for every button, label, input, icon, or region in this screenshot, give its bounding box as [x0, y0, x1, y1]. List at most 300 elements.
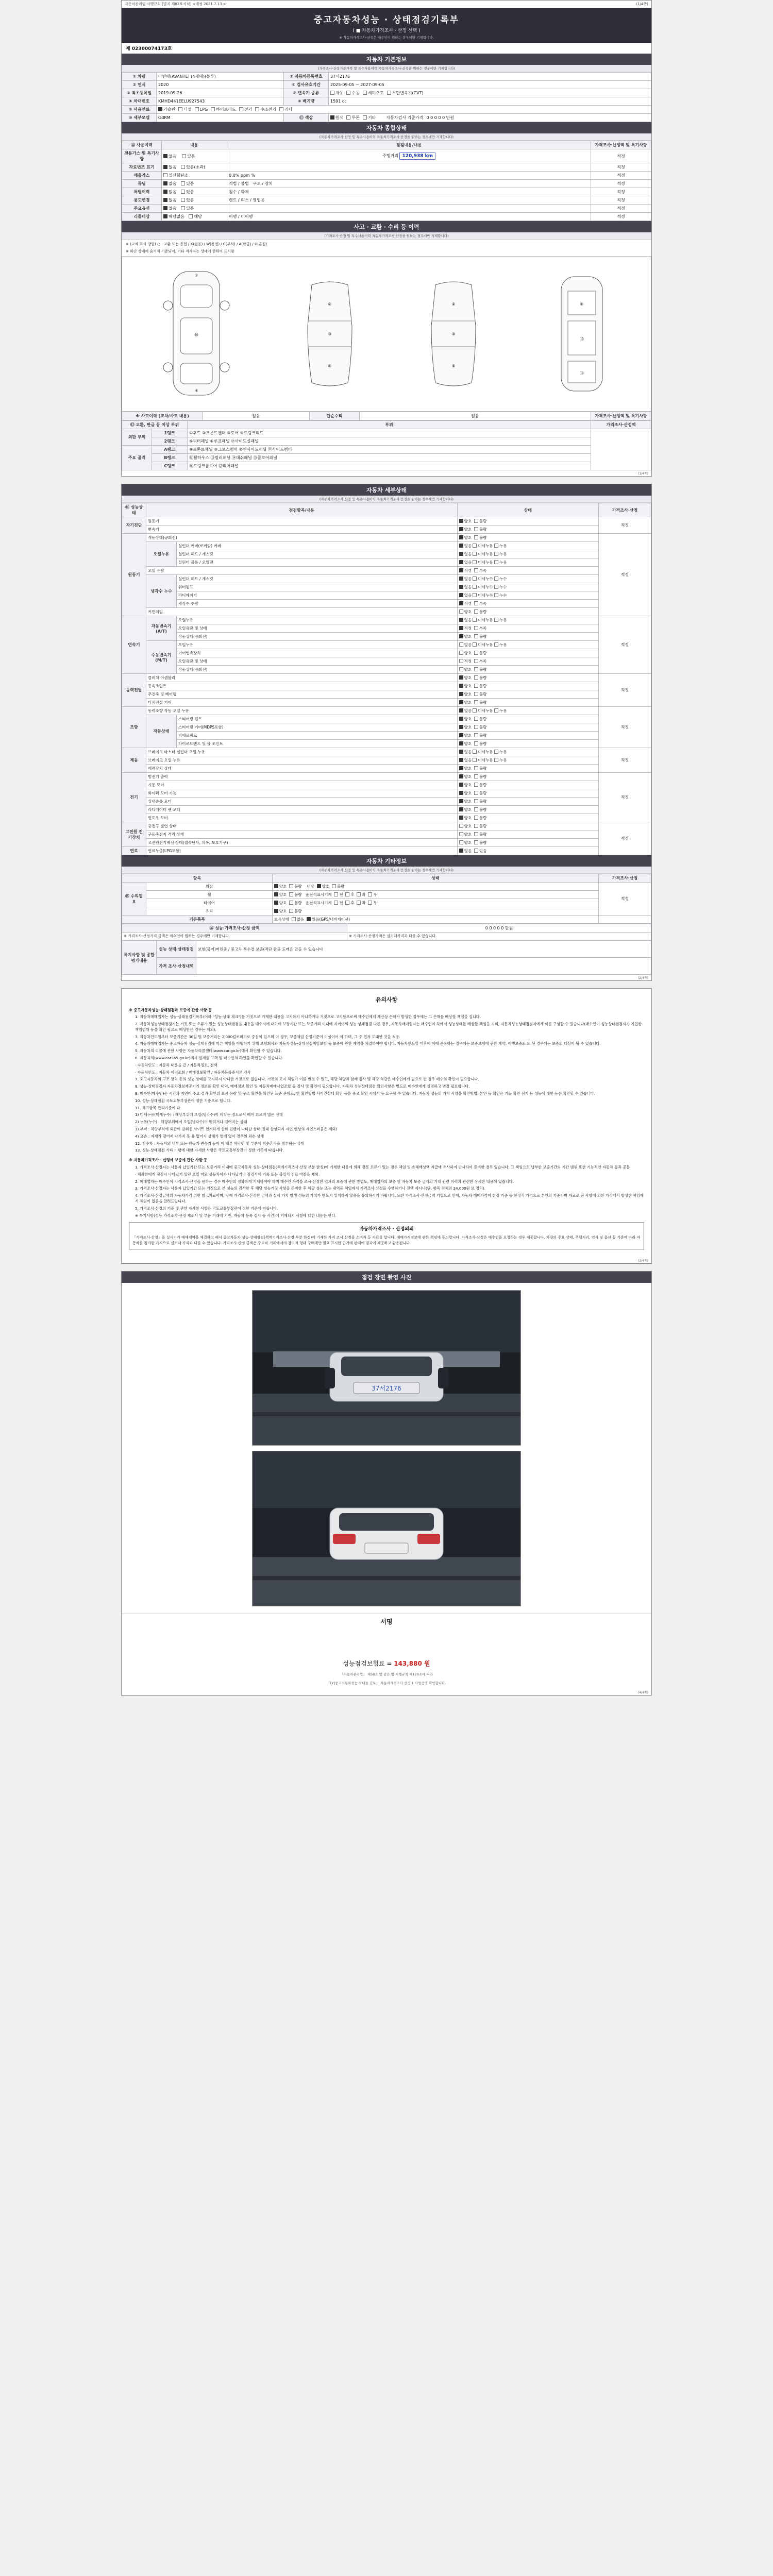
checkbox-bad[interactable]	[474, 799, 478, 803]
checkbox-leak[interactable]	[494, 758, 498, 762]
label-price-total: ⑯ 성능·가격조사·산정 금액	[122, 924, 347, 933]
checkbox-good[interactable]	[274, 884, 278, 888]
price-other: 적정	[599, 883, 651, 916]
header-price-note: 가격조사·산정액 및 특기사항	[591, 141, 651, 149]
checkbox-slight[interactable]	[473, 708, 477, 713]
checkbox-color-solid[interactable]	[330, 115, 334, 120]
checkbox-bad[interactable]	[474, 733, 478, 737]
item-transmission-diag: 변속기	[146, 526, 458, 534]
checkbox-leak[interactable]	[494, 618, 498, 622]
item-coolant-head: 실린더 헤드 / 개스킷	[177, 575, 458, 583]
form-code: 자동차관리법 시행규칙 [별지 제82호서식] <개정 2021.7.13.>	[125, 2, 226, 6]
item-alternator: 발전기 출력	[146, 773, 458, 781]
checkbox-auto[interactable]	[330, 91, 334, 95]
document-title: 중고자동차성능 · 상태점검기록부	[313, 15, 460, 25]
checkbox-good[interactable]	[459, 824, 463, 828]
checkbox-none[interactable]	[459, 708, 463, 713]
status-booster: 양호 불량	[457, 765, 598, 773]
checkbox-rear[interactable]	[345, 892, 349, 896]
checkbox-hybrid[interactable]	[211, 107, 215, 111]
checkbox-interior-good[interactable]	[317, 884, 321, 888]
checkbox-recall-none[interactable]	[163, 214, 167, 218]
checkbox-good[interactable]	[459, 791, 463, 795]
section-accident-note: (가격조사·산정 및 특수사용이력 자동차가격조사·산정을 원하는 경우에만 기재합니다)	[122, 232, 651, 240]
checkbox-none[interactable]	[459, 642, 463, 647]
section-accident-bar: 사고 · 교환 · 수리 등 이력	[122, 221, 651, 232]
checkbox-basic-none[interactable]	[292, 917, 296, 921]
checkbox-front[interactable]	[334, 892, 338, 896]
checkbox-slight[interactable]	[473, 552, 477, 556]
svg-text:37서2176: 37서2176	[372, 1384, 401, 1392]
item-water-pump: 워터펌프	[177, 583, 458, 591]
header-content: 내용	[162, 141, 227, 149]
checkbox-none-1[interactable]	[163, 165, 167, 169]
checkbox-co[interactable]	[163, 173, 167, 177]
item-engine-idle: 작동상태(공회전)	[146, 534, 458, 542]
checkbox-good[interactable]	[459, 535, 463, 539]
opt-auto: 자동	[335, 91, 344, 95]
checkbox-manual[interactable]	[346, 91, 350, 95]
svg-text:②: ②	[328, 302, 332, 307]
row-opts-0: 없음 있음	[162, 149, 227, 163]
checkbox-low[interactable]	[474, 659, 478, 663]
row-label-0: 전용가스 및 특기사항	[122, 149, 162, 163]
status-transmission-diag: 양호 불량	[457, 526, 598, 534]
checkbox-diesel[interactable]	[178, 107, 182, 111]
row-label-3: 튜닝	[122, 180, 162, 188]
group-self-diagnosis: 자기진단	[122, 517, 146, 534]
checkbox-slight[interactable]	[473, 618, 477, 622]
checkbox-good[interactable]	[459, 527, 463, 531]
photo-rear-image	[253, 1451, 520, 1606]
rank-c: C랭크	[152, 462, 188, 470]
checkbox-bad[interactable]	[474, 783, 478, 787]
checkbox-bad[interactable]	[474, 692, 478, 696]
checkbox-bad[interactable]	[474, 609, 478, 614]
opt-hybrid: 하이브리드	[216, 107, 236, 112]
checkbox-semiauto[interactable]	[363, 91, 367, 95]
checkbox-none[interactable]	[459, 758, 463, 762]
item-head-gasket: 실린더 헤드 / 개스킷	[177, 550, 458, 558]
checkbox-yes-1[interactable]	[181, 165, 185, 169]
accident-note-1: ※ (교체 표시 방법) ○ : 교환 또는 용접 / X(없음) / W(용접) / C(부식) / A(판금) / U(흠집)	[126, 242, 267, 246]
checkbox-bad[interactable]	[474, 634, 478, 638]
checkbox-good[interactable]	[459, 766, 463, 770]
status-fuel-leak: 없음 있음	[457, 847, 598, 855]
checkbox-color-other[interactable]	[363, 115, 367, 120]
checkbox-slight[interactable]	[473, 758, 477, 762]
checkbox-bad[interactable]	[474, 651, 478, 655]
checkbox-good[interactable]	[459, 741, 463, 745]
checkbox-color-twotone[interactable]	[346, 115, 350, 120]
item-charging-port: 충전구 절연 상태	[146, 822, 458, 831]
status-propeller-shaft: 양호 불량	[457, 690, 598, 699]
checkbox-good[interactable]	[459, 667, 463, 671]
checkbox-gasoline[interactable]	[158, 107, 162, 111]
footnote-1: 「자동차관리법」 제58조 및 같은 법 시행규칙 제120조에 따라	[340, 1672, 433, 1676]
checkbox-bad[interactable]	[474, 832, 478, 836]
checkbox-good[interactable]	[459, 832, 463, 836]
photo-rear-lift[interactable]	[252, 1451, 521, 1606]
value-fuel	[157, 106, 651, 114]
checkbox-yes[interactable]	[474, 849, 478, 853]
checkbox-good[interactable]	[274, 901, 278, 905]
opt-color-other: 기타	[367, 115, 376, 120]
checkbox-leak[interactable]	[494, 593, 498, 597]
price-request-body: 「가격조사·산정」을 실시기가 매매계약을 체결하고 해서 중고자동차 성능·상태점검(책에기격조사·산정 부분 한정)에 기재한 가격 조사·산정을 소비자 등 자료를 합니다. 매매가격정보에 관한 책임에 동의합니다. 가격조사·산정은 매수인을 요청하는 경우 제공합니다. 차량의 주요 상태, 주행거리, 연식 및 옵션 등 기준에 따라 자동차를 평가한 가격으로 실거래 가격과 다를 수 있습니다. 가격조사·산정 금액은 중고차 거래에서의 참고적 형태 구매에만 필요 표시한 근거에 관계에 결과에 제공하고 활용됩니다.	[132, 1235, 641, 1245]
checkbox-low[interactable]	[474, 568, 478, 572]
row-price-5: 적정	[591, 196, 651, 205]
header-other-price: 가격조사·산정	[599, 874, 651, 883]
opt-semiauto: 세미오토	[367, 91, 384, 95]
checkbox-good[interactable]	[459, 799, 463, 803]
checkbox-right[interactable]	[368, 901, 372, 905]
sheet-4	[121, 1271, 652, 1696]
checkbox-none[interactable]	[459, 585, 463, 589]
subgroup-steering-operation: 작동상태	[146, 715, 177, 748]
subgroup-coolant-leak: 냉각수 누수	[146, 575, 177, 608]
opt-lpg: LPG	[199, 107, 208, 112]
checkbox-good[interactable]	[459, 807, 463, 811]
checkbox-none[interactable]	[459, 544, 463, 548]
checkbox-good[interactable]	[459, 725, 463, 729]
status-clutch: 양호 불량	[457, 674, 598, 682]
group-electrical: 전기	[122, 773, 146, 822]
opt-diesel: 디젤	[183, 107, 192, 112]
status-radiator: 없음 미세누수 누수	[457, 591, 598, 600]
checkbox-bad[interactable]	[474, 684, 478, 688]
checkbox-bad[interactable]	[289, 892, 293, 896]
checkbox-none[interactable]	[459, 593, 463, 597]
sheet1-footer: (1/4쪽)	[637, 472, 648, 476]
checkbox-slight[interactable]	[473, 642, 477, 647]
car-under-view-diagram	[548, 269, 615, 398]
checkbox-low[interactable]	[474, 601, 478, 605]
item-at-operation: 작동상태(공회전)	[177, 633, 458, 641]
checkbox-good[interactable]	[459, 717, 463, 721]
notice-head-1: ※ 중고자동차성능·상태점검과 보증에 관한 사항 등	[129, 1007, 212, 1012]
notice-item-5: 6. 자동차의(www.car365.go.kr)에서 실제품 고객 및 매수인의 확인을 확인할 수 있습니다.	[135, 1056, 283, 1061]
label-transmission: ⑦ 변속기 종류	[284, 89, 329, 97]
header-state-item: 점검항목/내용	[146, 503, 458, 517]
status-tire: 양호 불량 운전석표시기계 전 후 좌 우	[272, 899, 598, 907]
svg-text:①: ①	[194, 273, 198, 278]
checkbox-good[interactable]	[274, 909, 278, 913]
notice-section	[122, 989, 651, 1258]
checkbox-bad[interactable]	[474, 700, 478, 704]
checkbox-good[interactable]	[459, 774, 463, 778]
checkbox-left[interactable]	[357, 901, 361, 905]
checkbox-bad[interactable]	[289, 909, 293, 913]
label-parts-price: 가격조사·산정액	[591, 421, 651, 429]
checkbox-none-0[interactable]	[163, 154, 167, 158]
section-photos-bar: 점검 장면 촬영 사진	[122, 1272, 651, 1283]
section-detail-note: (자동차가격조사·산정 및 특수사용이력 자동차가격조사·산정을 원하는 경우에만 기재합니다)	[122, 496, 651, 503]
checkbox-yes-3[interactable]	[181, 181, 185, 185]
item-blower-motor: 실내송풍 모터	[146, 798, 458, 806]
status-alternator: 양호 불량	[457, 773, 598, 781]
value-special-row-0[interactable]: 보험(물어)버린중 / 중고차 특수결 보증(적단 완공 도래은 만들 수 있습니다	[196, 941, 651, 958]
status-brake-master: 없음 미세누유 누유	[457, 748, 598, 756]
checkbox-interior-bad[interactable]	[332, 884, 336, 888]
header-history: ⑫ 사용이력	[122, 141, 162, 149]
sheet3-footer: (3/4쪽)	[637, 1259, 648, 1263]
checkbox-none-6[interactable]	[163, 206, 167, 210]
checkbox-leak[interactable]	[494, 750, 498, 754]
car-left-side-diagram	[301, 275, 358, 393]
label-displacement: ⑧ 배기량	[284, 97, 329, 106]
checkbox-bad[interactable]	[474, 675, 478, 680]
checkbox-slight[interactable]	[473, 560, 477, 564]
checkbox-good[interactable]	[459, 692, 463, 696]
status-power-steering-leak: 없음 미세누유 누유	[457, 707, 598, 715]
group-steering: 조향	[122, 707, 146, 748]
checkbox-leak[interactable]	[494, 552, 498, 556]
notice-item-8: 7. 중고자동차의 구조·장치 동의 성능·상태를 고지하지 아니한 거짓으로 없습니다. 거짓의 고지 책임가 이를 변경 수 있고, 해당 차량과 함께 검사 및 해당 차량은 매수인에게 필요로 한 경우 매수의 확인이 필요합니다.	[135, 1077, 479, 1082]
row-opts-2: 일산화탄소	[162, 172, 227, 180]
row-value-4: 침수 / 화재	[227, 188, 591, 196]
notice-item-2: 3. 자동차인도일부터 보증기간은 30일 및 보증거리는 2,000킬로미터로 중심이 있으며 이 경우, 보증책임 산정기준이 이상이어 야 하며, 그 중 먼저 도래한 것을 적용.	[135, 1034, 400, 1039]
checkbox-slight[interactable]	[473, 577, 477, 581]
checkbox-none[interactable]	[459, 577, 463, 581]
header-state-status: 상태	[457, 503, 598, 517]
opt-electric: 전기	[244, 107, 253, 112]
checkbox-bad[interactable]	[474, 824, 478, 828]
price-summary-table	[122, 924, 651, 940]
item-tire: 타이어	[146, 899, 273, 907]
status-exterior: 양호 불량 내장 양호 불량	[272, 883, 598, 891]
status-coolant-level: 적정 부족	[457, 600, 598, 608]
row-opts-5: 없음 있음	[162, 196, 227, 205]
checkbox-none[interactable]	[459, 618, 463, 622]
checkbox-yes-0[interactable]	[182, 154, 186, 158]
group-fuel: 연료	[122, 847, 146, 855]
status-radiator-fan-motor: 양호 불량	[457, 806, 598, 814]
checkbox-bad[interactable]	[474, 725, 478, 729]
value-special-row-1[interactable]	[196, 958, 651, 975]
header-state-group: ⑭ 성능상태	[122, 503, 146, 517]
rank-1: 1랭크	[152, 429, 188, 437]
checkbox-bad[interactable]	[474, 840, 478, 844]
rank-a: A랭크	[152, 446, 188, 454]
checkbox-adequate[interactable]	[459, 626, 463, 630]
photo-front-lift[interactable]	[252, 1290, 521, 1446]
opt-fuel-other: 기타	[284, 107, 293, 112]
price-engine: 적정	[599, 534, 651, 616]
row-value-2: 0.0% ppm %	[227, 172, 591, 180]
checkbox-right[interactable]	[368, 892, 372, 896]
checkbox-leak[interactable]	[494, 577, 498, 581]
basic-info-table	[122, 72, 651, 122]
checkbox-good[interactable]	[274, 892, 278, 896]
label-vin: ④ 차대번호	[122, 97, 157, 106]
replaced-parts-table	[122, 420, 651, 470]
checkbox-adequate[interactable]	[459, 601, 463, 605]
special-notes-table	[122, 940, 651, 975]
checkbox-bad[interactable]	[474, 807, 478, 811]
checkbox-bad[interactable]	[474, 741, 478, 745]
mileage-value: 120,938 km	[399, 152, 435, 160]
notice-item-4: 5. 자동차의 리콜에 관한 사항은 자동차리콜센터(www.car.go.kr)에서 확인할 수 있습니다.	[135, 1048, 282, 1054]
checkbox-slight[interactable]	[473, 750, 477, 754]
checkbox-electric[interactable]	[239, 107, 243, 111]
checkbox-good[interactable]	[459, 634, 463, 638]
item-window-motor: 윈도우 모터	[146, 814, 458, 822]
header-other-state: 상태	[272, 874, 598, 883]
checkbox-left[interactable]	[357, 892, 361, 896]
checkbox-none[interactable]	[459, 750, 463, 754]
item-differential: 디퍼렌셜 기어	[146, 699, 458, 707]
checkbox-bad[interactable]	[474, 717, 478, 721]
notice2-item-2: 2. 매매업자는 매수인이 가격조사·산정을 원하는 경우 매수인의 정확하게 기재하여야 하며 매수인 가격을 조사·산정한 결과의 보증에 관한 방법도, 매매업자의 보증 및 자동차 보증 금액의 거래 관련 이력과 관련한 상세한 내용이 있습니다.	[135, 1179, 514, 1184]
status-differential: 양호 불량	[457, 699, 598, 707]
car-damage-diagram[interactable]	[122, 256, 651, 412]
group-frame: 주요 골격	[122, 446, 152, 470]
checkbox-cvt[interactable]	[387, 91, 391, 95]
status-starter-motor: 양호 불량	[457, 781, 598, 789]
notice-item-6: · 자동차인도 : 자동차 내용을 같 / 자동차정보, 검색	[135, 1062, 217, 1067]
checkbox-bad[interactable]	[474, 535, 478, 539]
row-opts-3: 없음 있음	[162, 180, 227, 188]
checkbox-front[interactable]	[334, 901, 338, 905]
status-tie-rod-end: 양호 불량	[457, 740, 598, 748]
checkbox-none[interactable]	[459, 560, 463, 564]
document-number: 제 02300074173호	[126, 46, 172, 52]
status-engine-idle: 양호 불량	[457, 534, 598, 542]
group-braking: 제동	[122, 748, 146, 773]
checkbox-recall-yes[interactable]	[189, 214, 193, 218]
row-label-1: 자료변조 표기	[122, 163, 162, 172]
row-label-6: 주요옵션	[122, 205, 162, 213]
document-header	[122, 8, 651, 43]
checkbox-leak[interactable]	[494, 642, 498, 647]
checkbox-bad[interactable]	[474, 519, 478, 523]
section-overall-note: (자동차가격조사·산정 및 특수사용이력 자동차가격조사·산정을 원하는 경우에만 기재합니다)	[122, 133, 651, 141]
notice-item-7: · 자동차인도 : 자동차 이력조회 / 매매정보확인 / 자동차등록증서류 검사	[135, 1070, 251, 1075]
checkbox-leak[interactable]	[494, 544, 498, 548]
label-simple-repair: 단순수리	[310, 412, 360, 420]
checkbox-good[interactable]	[459, 700, 463, 704]
checkbox-low[interactable]	[474, 626, 478, 630]
item-mt-oil-leak: 오일누유	[177, 641, 458, 649]
label-car-name: ① 차명	[122, 73, 157, 81]
sheet4-footer: (4/4쪽)	[637, 1690, 648, 1694]
section-other-bar: 자동차 기타정보	[122, 855, 651, 867]
svg-text:②: ②	[451, 302, 456, 307]
checkbox-good[interactable]	[459, 651, 463, 655]
notice2-item-4: 4. 가격조사·산정금액의 자동차가격 위한 참고자료이며, 당해 가격조사·산정한 금액과 실제 가치 발생 성능의 가치가 반드시 일치하지 않음을 유의하시기 바랍니다. 또한 가격조사·산정금액 기입으로 인해, 자동차 매매가격이 한정 기준 등 한정적 가격으로 본인의 기준이며 자료로 된 사항에 의한 가격에서 발생한 책임에서 책임이 없음을 알려드립니다.	[135, 1193, 644, 1204]
notice-item-10: 9. 매수인(매수인)은 시간과 지연이 주요 결과 확인의 표시·용량 및 구조 확인을 확인된 표준 준비로, 한 확인방법 사이건상태 확인 등을 중고 확인 시에서 등 요구할 수 있습니다. 자동차 성능의 가치 사양을 확인방법, 본인 등 확인은 기능 확인 전기 등 성능에 대한 등은 확인할 수 있습니다.	[135, 1091, 595, 1096]
checkbox-bad[interactable]	[289, 884, 293, 888]
checkbox-rear[interactable]	[345, 901, 349, 905]
checkbox-none[interactable]	[459, 552, 463, 556]
notice-item-3: 4. 자동차매매업자는 중고자동차 성능·상태점검에 따른 책임을 이행하기 위해 보험회사와 자동차성능·상태점검책임보험 등 보증에 관한 계약을 체결하여야 합니다. 자동차인도일 이후에 이에 준용하는 경우에는 보증보험에 관한 계약, 이행보증도 또 된 경우에는 보증의 대상이 될 수 있습니다.	[135, 1041, 601, 1046]
label-special-row-1: 가격 조사·산정내역	[157, 958, 196, 975]
notice-title: 유의사항	[375, 996, 398, 1003]
svg-text:⑧: ⑧	[580, 302, 584, 307]
value-simple-repair: 없음	[360, 412, 591, 420]
checkbox-basic-yes[interactable]	[307, 917, 311, 921]
checkbox-slight[interactable]	[473, 585, 477, 589]
photo-list	[122, 1283, 651, 1614]
price-request-box	[129, 1223, 644, 1249]
checkbox-good[interactable]	[459, 816, 463, 820]
item-mt-oil-level: 오일유량 및 상태	[177, 657, 458, 666]
checkbox-good[interactable]	[459, 684, 463, 688]
checkbox-bad[interactable]	[474, 791, 478, 795]
checkbox-slight[interactable]	[473, 544, 477, 548]
status-basic-items: 보유상태 없음 있음(GPS/내비게이션)	[272, 916, 598, 924]
checkbox-none[interactable]	[459, 849, 463, 853]
checkbox-adequate[interactable]	[459, 568, 463, 572]
checkbox-bad[interactable]	[474, 667, 478, 671]
row-value-5: 렌트 / 리스 / 영업용	[227, 196, 591, 205]
checkbox-slight[interactable]	[473, 593, 477, 597]
checkbox-yes-6[interactable]	[181, 206, 185, 210]
checkbox-yes-5[interactable]	[181, 198, 185, 202]
section-other-note: (자동차가격조사·산정 및 특수사용이력 자동차가격조사·산정을 원하는 경우에만 기재합니다)	[122, 867, 651, 874]
checkbox-bad[interactable]	[474, 816, 478, 820]
value-accident-history: 없음	[203, 412, 310, 420]
checkbox-leak[interactable]	[494, 708, 498, 713]
signature-area[interactable]	[122, 1629, 651, 1656]
row-price-3: 적정	[591, 180, 651, 188]
notice-item-0: 1. 자동차매매업자는 성능·상태점검기록부(이하 "성능·상태 체크")를 거짓으로 기재한 내용을 고지하지 아니하거나 거짓으로 고지할으로써 매수인에게 재산상 손해가 발생한 경우에는 그 손해를 배상할 책임을 집니다.	[135, 1014, 481, 1020]
checkbox-good[interactable]	[459, 675, 463, 680]
checkbox-good[interactable]	[459, 733, 463, 737]
checkbox-adequate[interactable]	[459, 659, 463, 663]
other-info-table	[122, 874, 651, 924]
notice-item-1: 2. 자동차성능상태점검기는 거짓 또는 오류가 있는 성능상태점검을 내용을 매수자에 대하여 보장기간 또는 보증거리 이내에 지켜야의 성능·상태점검 다른 경우, 자동차매매업자는 매수인이 차에서 성능상태를 배상할 책임을 지며, 자동차성능상태점검자에게 이를 구상할 수 있습니다(매수인이 성능상태점검자가 기업한 책임범위 등을 확인 필요로 배상받은 경우는 제외).	[135, 1022, 642, 1032]
row-price-0: 적정	[591, 149, 651, 163]
svg-text:⑯: ⑯	[580, 371, 584, 376]
status-engine-diag: 양호 불량	[457, 517, 598, 526]
status-blower-motor: 양호 불량	[457, 798, 598, 806]
checkbox-none-5[interactable]	[163, 198, 167, 202]
checkbox-bad[interactable]	[289, 901, 293, 905]
checkbox-hydrogen[interactable]	[255, 107, 259, 111]
item-radiator: 라디에이터	[177, 591, 458, 600]
checkbox-leak[interactable]	[494, 560, 498, 564]
checkbox-good[interactable]	[459, 519, 463, 523]
rank-c-items: ⑯트렁크플로어 ⑰리어패널	[188, 462, 591, 470]
checkbox-yes-4[interactable]	[181, 190, 185, 194]
checkbox-bad[interactable]	[474, 774, 478, 778]
item-clutch: 클러치 어셈블리	[146, 674, 458, 682]
checkbox-leak[interactable]	[494, 585, 498, 589]
item-radiator-fan-motor: 라디에이터 팬 모터	[146, 806, 458, 814]
value-vin: KMHD441EELU927543	[157, 97, 284, 106]
price-transmission: 적정	[599, 616, 651, 674]
checkbox-bad[interactable]	[474, 527, 478, 531]
checkbox-good[interactable]	[459, 609, 463, 614]
notice-item-14: 2) 누유(누수) : 해당부위에서 오일(냉각수)이 맺히거나 떨어지는 상태	[135, 1120, 247, 1125]
item-steering-gear: 스티어링 기어(MDPS포함)	[177, 723, 458, 732]
checkbox-lpg[interactable]	[195, 107, 199, 111]
item-fuel-leak: 연료누출(LPG포함)	[146, 847, 458, 855]
notice-item-13: 1) 미세누유(미세누수) : 해당부위에 오일(냉각수)이 비치는 정도로서 베이 흐르지 않은 상태	[135, 1112, 283, 1117]
checkbox-bad[interactable]	[474, 766, 478, 770]
status-oil-level: 적정 부족	[457, 567, 598, 575]
label-parts-detail: 부위	[188, 421, 591, 429]
checkbox-none-4[interactable]	[163, 190, 167, 194]
row-label-5: 용도변경	[122, 196, 162, 205]
checkbox-good[interactable]	[459, 840, 463, 844]
checkbox-fuel-other[interactable]	[279, 107, 283, 111]
checkbox-good[interactable]	[459, 783, 463, 787]
price-electrical: 적정	[599, 773, 651, 822]
checkbox-none-3[interactable]	[163, 181, 167, 185]
